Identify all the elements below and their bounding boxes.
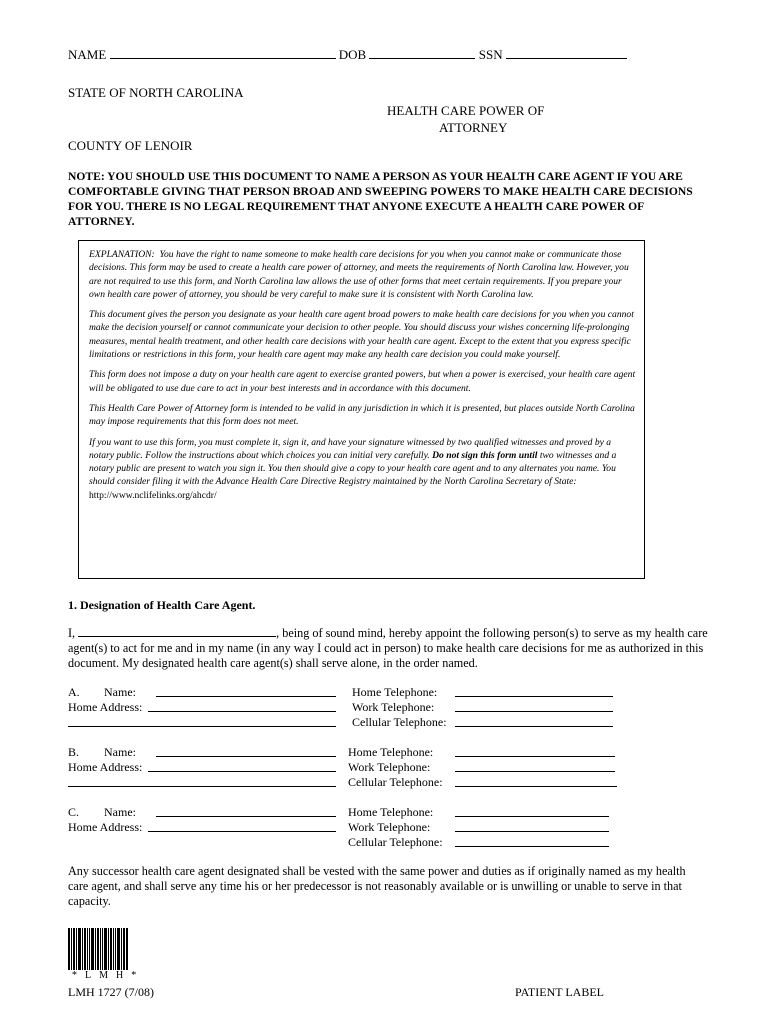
explanation-text: two witnesses and a notary public are present to watch you sign it. You then should give a copy to your health care agent and to any alternates you name. You should consider filing it with the Advance Health Care Directive Registry maintained by the North Carolina Secretary of State: — [89, 449, 617, 488]
explanation-text: If you want to use this form, you must complete it, sign it, and have your signature witnessed by two qualified witnesses and proved by a notary public. Follow the instructions about which choices you can initial very carefully. — [89, 436, 612, 461]
home-telephone-field[interactable] — [455, 745, 615, 757]
patient-label: PATIENT LABEL — [515, 985, 605, 999]
do-not-sign-warning: Do not sign this form until — [432, 449, 538, 461]
ssn-field[interactable] — [506, 47, 627, 59]
ssn-label: SSN — [478, 47, 503, 62]
home-telephone-label: Home Telephone: — [348, 805, 434, 819]
county-heading: COUNTY OF LENOIR — [68, 138, 193, 153]
explanation-label: EXPLANATION: — [89, 249, 155, 260]
agent-address-label: Home Address: — [68, 700, 143, 714]
name-label: NAME — [68, 47, 107, 62]
header-fields — [68, 47, 627, 62]
agent-address-label: Home Address: — [68, 820, 143, 834]
explanation-text: You have the right to name someone to make health care decisions for you when you cannot make or communicate those decisions. This form may be used to create a health care power of attorney, and meets the requirements of North Carolina law. However, you are not required to use this form, and North Carolina law allows the use of other forms that meet certain requirements. If you prepare your own health care power of attorney, you should be very careful to make sure it is consistent with North Carolina law. — [89, 249, 629, 300]
title-line-1: HEALTH CARE POWER OF — [387, 103, 545, 118]
cellular-telephone-field[interactable] — [455, 835, 609, 847]
agent-name-field[interactable] — [156, 685, 336, 697]
cellular-telephone-label: Cellular Telephone: — [348, 775, 443, 789]
work-telephone-field[interactable] — [455, 700, 613, 712]
cellular-telephone-field[interactable] — [455, 715, 613, 727]
work-telephone-field[interactable] — [455, 760, 615, 772]
explanation-box — [78, 240, 645, 579]
barcode — [68, 928, 128, 970]
agent-address-label: Home Address: — [68, 760, 143, 774]
agent-letter: B. — [68, 745, 80, 759]
form-id: LMH 1727 (7/08) — [68, 985, 154, 999]
agent-address-field[interactable] — [148, 700, 336, 712]
agent-name-field[interactable] — [156, 805, 336, 817]
intro-prefix: I, — [68, 626, 76, 640]
explanation-paragraph — [89, 248, 636, 301]
cellular-telephone-label: Cellular Telephone: — [352, 715, 447, 729]
note-paragraph: NOTE: YOU SHOULD USE THIS DOCUMENT TO NAME A PERSON AS YOUR HEALTH CARE AGENT IF YOU ARE COMFORTABLE GIVING THAT PERSON BROAD AND SWEEPING POWERS TO MAKE HEALTH CARE DECISIONS FOR YOU. THERE IS NO LEGAL REQUIREMENT THAT ANYONE EXECUTE A HEALTH CARE POWER OF ATTORNEY. — [68, 170, 693, 228]
agent-name-label: Name: — [104, 685, 136, 699]
appointment-paragraph — [68, 625, 708, 671]
dob-field[interactable] — [369, 47, 475, 59]
explanation-paragraph: This form does not impose a duty on your health care agent to exercise granted powers, but when a power is exercised, your health care agent will be obligated to use due care to act in your best interests and in accordance with this document. — [89, 369, 636, 394]
cellular-telephone-label: Cellular Telephone: — [348, 835, 443, 849]
intro-text: , being of sound mind, hereby appoint the following person(s) to serve as my health care agent(s) to act for me and in my name (in any way I could act in person) to make health care decisions for me as authorized in this document. My designated health care agent(s) shall serve alone, in the order named. — [68, 626, 708, 670]
successor-paragraph: Any successor health care agent designated shall be vested with the same power and duties as if originally named as my health care agent, and shall serve any time his or her predecessor is not reasonably available or is unwilling or unable to serve in that capacity. — [68, 864, 686, 908]
work-telephone-label: Work Telephone: — [348, 760, 431, 774]
section1-heading: 1. Designation of Health Care Agent. — [68, 598, 256, 612]
agent-letter: A. — [68, 685, 80, 699]
agent-name-field[interactable] — [156, 745, 336, 757]
home-telephone-label: Home Telephone: — [348, 745, 434, 759]
home-telephone-field[interactable] — [455, 685, 613, 697]
name-field[interactable] — [110, 47, 336, 59]
agent-address-field-2[interactable] — [68, 715, 336, 727]
agent-letter: C. — [68, 805, 80, 819]
state-heading: STATE OF NORTH CAROLINA — [68, 85, 244, 100]
dob-label: DOB — [338, 47, 367, 62]
barcode-text: *LMH* — [72, 970, 145, 981]
agent-name-label: Name: — [104, 745, 136, 759]
explanation-paragraph: This Health Care Power of Attorney form is intended to be valid in any jurisdiction in which it is presented, but places outside North Carolina may impose requirements that this form does not meet. — [89, 402, 635, 428]
agent-address-field-2[interactable] — [68, 775, 336, 787]
registry-url: http://www.nclifelinks.org/ahcdr/ — [89, 489, 217, 501]
cellular-telephone-field[interactable] — [455, 775, 617, 787]
agent-name-label: Name: — [104, 805, 136, 819]
explanation-paragraph — [89, 436, 636, 502]
work-telephone-label: Work Telephone: — [348, 820, 431, 834]
agent-address-field[interactable] — [148, 820, 336, 832]
principal-name-field[interactable] — [78, 625, 276, 637]
title-line-2: ATTORNEY — [439, 120, 508, 135]
home-telephone-field[interactable] — [455, 805, 609, 817]
agent-address-field[interactable] — [148, 760, 336, 772]
work-telephone-field[interactable] — [455, 820, 609, 832]
explanation-paragraph: This document gives the person you designate as your health care agent broad powers to make health care decisions for you when you cannot make the decision yourself or cannot communicate your decision to other people. You should discuss your wishes concerning life-prolonging measures, mental health treatment, and other health care decisions with your health care agent. Except to the extent that you express specific limitations or restrictions in this form, your health care agent may make any health care decision you could make yourself. — [89, 309, 634, 361]
work-telephone-label: Work Telephone: — [352, 700, 435, 714]
home-telephone-label: Home Telephone: — [352, 685, 438, 699]
